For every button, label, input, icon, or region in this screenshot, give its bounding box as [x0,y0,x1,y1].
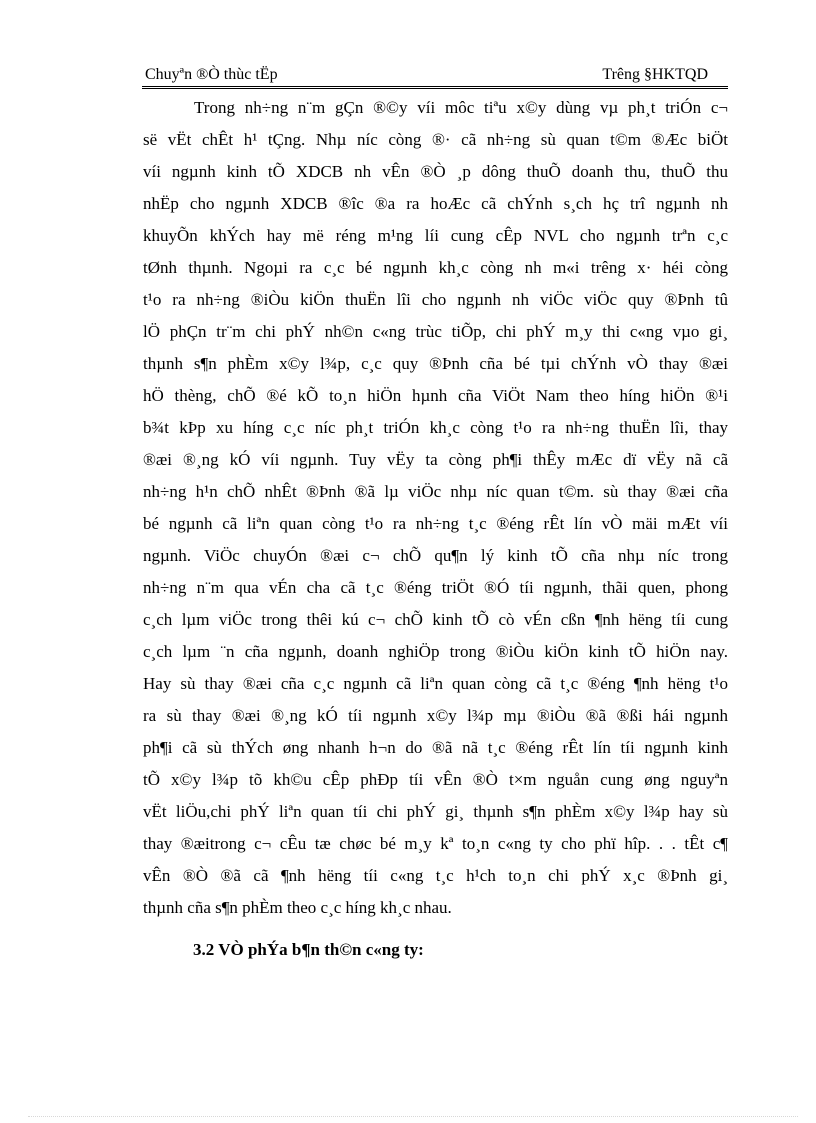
paragraph-line: tØnh thµnh. Ngoµi ra c¸c bé ngµnh kh¸c còng nh m«i trêng x· héi còng [143,258,728,277]
paragraph-line: nh÷ng h¹n chÕ nhÊt ®Þnh ®ã lµ viÖc nhµ níc quan t©m. sù thay ®æi cña [143,482,728,501]
paragraph-line: nh÷ng n¨m qua vÉn cha cã t¸c ®éng triÖt ®Ó tíi ngµnh, thãi quen, phong [143,578,728,597]
paragraph-line: víi ngµnh kinh tÕ XDCB nh vÊn ®Ò ¸p dông thuÕ doanh thu, thuÕ thu [143,162,728,181]
paragraph-line: thµnh cña s¶n phÈm theo c¸c híng kh¸c nhau. [143,898,452,917]
paragraph-line: së vËt chÊt h¹ tÇng. Nhµ níc còng ®· cã nh÷ng sù quan t©m ®Æc biÖt [143,130,728,149]
paragraph-line: Trong nh÷ng n¨m gÇn ®©y víi môc tiªu x©y dùng vµ ph¸t triÓn c¬ [194,98,728,117]
paragraph-line: thay ®æitrong c¬ cÊu tæ chøc bé m¸y kª to¸n c«ng ty cho phï hîp. . . tÊt c¶ [143,834,728,853]
paragraph-line: ®æi ®¸ng kÓ víi ngµnh. Tuy vËy ta còng ph¶i thÊy mÆc dï vËy nã cã [143,450,728,469]
header-institution: Trêng §HKTQD [602,66,708,83]
paragraph-line: ra sù thay ®æi ®¸ng kÓ tíi ngµnh x©y l¾p mµ ®iÒu ®ã ®ßi hái ngµnh [143,706,728,725]
paragraph-line: ngµnh. ViÖc chuyÓn ®æi c¬ chÕ qu¶n lý kinh tÕ cña nhµ níc trong [143,546,728,565]
paragraph-line: c¸ch lµm ¨n cña ngµnh, doanh nghiÖp trong ®iÒu kiÖn kinh tÕ hiÖn nay. [143,642,728,661]
paragraph-line: bé ngµnh cã liªn quan còng t¹o ra nh÷ng t¸c ®éng rÊt lín vÒ mäi mÆt víi [143,514,728,533]
paragraph-line: Hay sù thay ®æi cña c¸c ngµnh cã liªn quan còng cã t¸c ®éng ¶nh hëng t¹o [143,674,728,693]
page-bottom-rule [28,1116,798,1117]
paragraph-line: thµnh s¶n phÈm x©y l¾p, c¸c quy ®Þnh cña bé tµi chÝnh vÒ thay ®æi [143,354,728,373]
body-paragraph [143,92,728,924]
paragraph-line: lÖ phÇn tr¨m chi phÝ nh©n c«ng trùc tiÕp, chi phÝ m¸y thi c«ng vµo gi¸ [143,322,728,341]
header-rule [142,86,728,89]
header-title: Chuyªn ®Ò thùc tËp [145,66,278,83]
paragraph-line: vËt liÖu,chi phÝ liªn quan tíi chi phÝ gi¸ thµnh s¶n phÈm x©y l¾p hay sù [143,802,728,821]
page-header [142,64,728,88]
paragraph-line: c¸ch lµm viÖc trong thêi kú c¬ chÕ kinh tÕ cò vÉn cßn ¶nh hëng tíi cung [143,610,728,629]
section-heading: 3.2 VÒ phÝa b¶n th©n c«ng ty: [193,940,424,959]
paragraph-line: vÊn ®Ò ®ã cã ¶nh hëng tíi c«ng t¸c h¹ch to¸n chi phÝ x¸c ®Þnh gi¸ [143,866,728,885]
paragraph-line: khuyÕn khÝch hay më réng m¹ng líi cung cÊp NVL cho ngµnh trªn c¸c [143,226,728,245]
paragraph-line: ph¶i cã sù thÝch øng nhanh h¬n do ®ã nã t¸c ®éng rÊt lín tíi ngµnh kinh [143,738,728,757]
paragraph-line: hÖ thèng, chÕ ®é kÕ to¸n hiÖn hµnh cña ViÖt Nam theo híng hiÖn ®¹i [143,386,728,405]
paragraph-line: t¹o ra nh÷ng ®iÒu kiÖn thuËn lîi cho ngµnh nh viÖc viÖc quy ®Þnh tû [143,290,728,309]
paragraph-line: b¾t kÞp xu híng c¸c níc ph¸t triÓn kh¸c còng t¹o ra nh÷ng thuËn lîi, thay [143,418,728,437]
paragraph-line: tÕ x©y l¾p tõ kh©u cÊp phÐp tíi vÊn ®Ò t×m nguån cung øng nguyªn [143,770,728,789]
paragraph-line: nhËp cho ngµnh XDCB ®îc ®a ra hoÆc cã chÝnh s¸ch hç trî ngµnh nh [143,194,728,213]
